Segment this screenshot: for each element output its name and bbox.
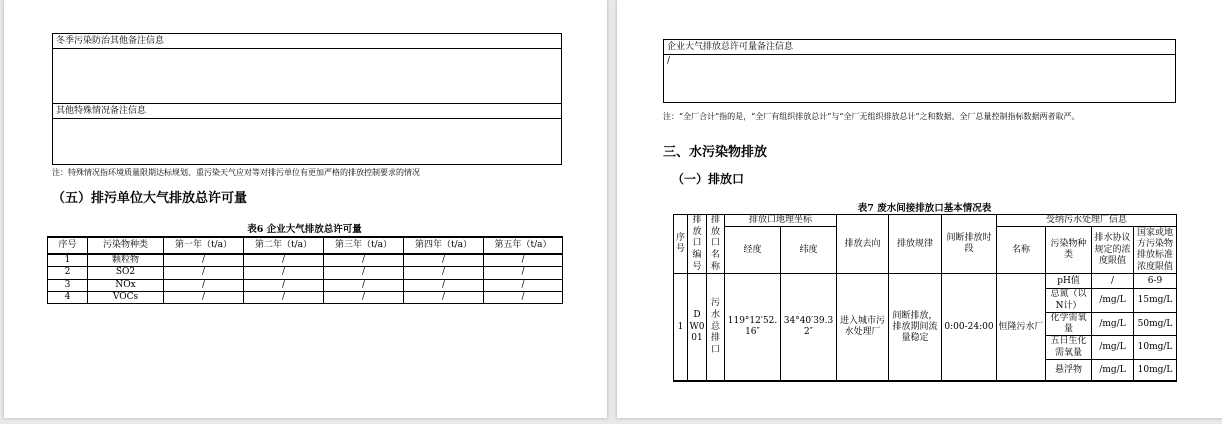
table6-cell: / <box>164 291 244 303</box>
air-total-permit-remark-box <box>663 39 1176 103</box>
table6-cell: / <box>164 279 244 291</box>
table6-header-cell: 序号 <box>48 237 88 254</box>
winter-remark-title: 冬季污染防治其他备注信息 <box>53 34 561 49</box>
pollutant-standard-limit: 10mg/L <box>1134 336 1177 360</box>
table6-header-cell: 污染物种类 <box>88 237 164 254</box>
table6-cell: / <box>244 291 324 303</box>
table7-wastewater-outfall <box>673 214 1177 382</box>
table7-header-latitude: 纬度 <box>781 227 837 274</box>
pollutant-name: pH值 <box>1046 274 1092 289</box>
table6-header-cell: 第五年（t/a） <box>484 237 563 254</box>
table7-header-pattern: 排放规律 <box>889 215 942 274</box>
pollutant-agreement-limit: /mg/L <box>1092 289 1134 313</box>
pollutant-standard-limit: 15mg/L <box>1134 289 1177 313</box>
table6-header-cell: 第一年（t/a） <box>164 237 244 254</box>
table6-header-cell: 第三年（t/a） <box>324 237 404 254</box>
other-special-remark-box <box>52 103 562 165</box>
table6-cell: / <box>404 254 484 267</box>
pollutant-name: 悬浮物 <box>1046 359 1092 381</box>
table6-cell: / <box>484 291 563 303</box>
table6-cell: / <box>324 267 404 279</box>
outfall-seq: 1 <box>674 274 688 382</box>
air-total-permit-remark-body: / <box>667 56 671 66</box>
subsection-1-heading: （一）排放口 <box>672 172 745 186</box>
pollutant-agreement-limit: /mg/L <box>1092 336 1134 360</box>
table6-cell: 4 <box>48 291 88 303</box>
table7-header-coords-group: 排放口地理坐标 <box>725 215 837 227</box>
outfall-id: DW001 <box>688 274 707 382</box>
table7-header-longitude: 经度 <box>725 227 781 274</box>
outfall-pattern: 间断排放，排放期间流量稳定 <box>889 274 942 382</box>
pollutant-agreement-limit: /mg/L <box>1092 312 1134 336</box>
table7-header-wwtp-name: 名称 <box>997 227 1046 274</box>
table7-header-pollutant: 污染物种类 <box>1046 227 1092 274</box>
table6-cell: 颗粒物 <box>88 254 164 267</box>
outfall-wwtp-name: 恒隆污水厂 <box>997 274 1046 382</box>
table6-cell: / <box>404 267 484 279</box>
other-special-remark-body <box>53 119 561 121</box>
special-cases-note: 注：特殊情况指环境质量限期达标规划、重污染天气应对等对排污单位有更加严格的排放控制要求的情况 <box>52 168 420 177</box>
table6-header-row <box>48 237 563 254</box>
section-5-heading: （五）排污单位大气排放总许可量 <box>52 191 248 206</box>
table6-row <box>48 279 563 291</box>
page-right <box>617 0 1222 418</box>
winter-remark-box <box>52 33 562 105</box>
table6-cell: / <box>244 267 324 279</box>
pollutant-agreement-limit: / <box>1092 274 1134 289</box>
table6-title: 表6 企业大气排放总许可量 <box>247 224 362 235</box>
table6-row <box>48 267 563 279</box>
table6-cell: / <box>324 291 404 303</box>
outfall-name: 污水总排口 <box>707 274 725 382</box>
table7-title: 表7 废水间接排放口基本情况表 <box>857 203 992 214</box>
table6-cell: / <box>484 267 563 279</box>
section-3-heading: 三、水污染物排放 <box>663 145 768 160</box>
table6-cell: / <box>404 291 484 303</box>
table7-data-row <box>674 274 1177 289</box>
table6-cell: / <box>324 279 404 291</box>
table6-header-cell: 第二年（t/a） <box>244 237 324 254</box>
table6-cell: NOx <box>88 279 164 291</box>
table6-cell: / <box>484 254 563 267</box>
table6-cell: / <box>244 279 324 291</box>
other-special-remark-title: 其他特殊情况备注信息 <box>53 104 561 119</box>
outfall-destination: 进入城市污水处理厂 <box>837 274 889 382</box>
table6-cell: / <box>164 267 244 279</box>
winter-remark-body <box>53 49 561 51</box>
pollutant-name: 总氮（以N计） <box>1046 289 1092 313</box>
table7-header-period: 间断排放时段 <box>942 215 997 274</box>
plant-total-note: 注：“全厂合计”指的是，“全厂有组织排放总计”与“全厂无组织排放总计”之和数据、全厂总量控制指标数据两者取严。 <box>663 112 1080 121</box>
outfall-latitude: 34°40′39.32″ <box>781 274 837 382</box>
table6-row <box>48 291 563 303</box>
outfall-longitude: 119°12′52.16″ <box>725 274 781 382</box>
outfall-period: 0:00-24:00 <box>942 274 997 382</box>
table6-cell: 3 <box>48 279 88 291</box>
table6-cell: / <box>404 279 484 291</box>
pollutant-standard-limit: 6-9 <box>1134 274 1177 289</box>
pollutant-name: 化学需氧量 <box>1046 312 1092 336</box>
table6-air-total-permit <box>47 236 563 304</box>
table6-cell: / <box>324 254 404 267</box>
table6-header-cell: 第四年（t/a） <box>404 237 484 254</box>
table7-header-outfall-name: 排放口名称 <box>707 215 725 274</box>
table6-cell: 1 <box>48 254 88 267</box>
table6-row <box>48 254 563 267</box>
pollutant-standard-limit: 50mg/L <box>1134 312 1177 336</box>
table7-header-wwtp-group: 受纳污水处理厂信息 <box>997 215 1177 227</box>
table7-group-header-row <box>674 215 1177 227</box>
pollutant-name: 五日生化需氧量 <box>1046 336 1092 360</box>
table7-header-destination: 排放去向 <box>837 215 889 274</box>
pollutant-standard-limit: 10mg/L <box>1134 359 1177 381</box>
table6-cell: VOCs <box>88 291 164 303</box>
page-left <box>4 0 607 418</box>
table7-header-agreement-limit: 排水协议规定的浓度限值 <box>1092 227 1134 274</box>
table6-cell: / <box>244 254 324 267</box>
table6-cell: / <box>484 279 563 291</box>
table6-cell: 2 <box>48 267 88 279</box>
pollutant-agreement-limit: /mg/L <box>1092 359 1134 381</box>
table6-cell: / <box>164 254 244 267</box>
table7-header-outfall-id: 排放口编号 <box>688 215 707 274</box>
table7-header-seq: 序号 <box>674 215 688 274</box>
table6-cell: SO2 <box>88 267 164 279</box>
air-total-permit-remark-title: 企业大气排放总许可量备注信息 <box>664 40 1175 55</box>
table7-header-standard-limit: 国家或地方污染物排放标准浓度限值 <box>1134 227 1177 274</box>
